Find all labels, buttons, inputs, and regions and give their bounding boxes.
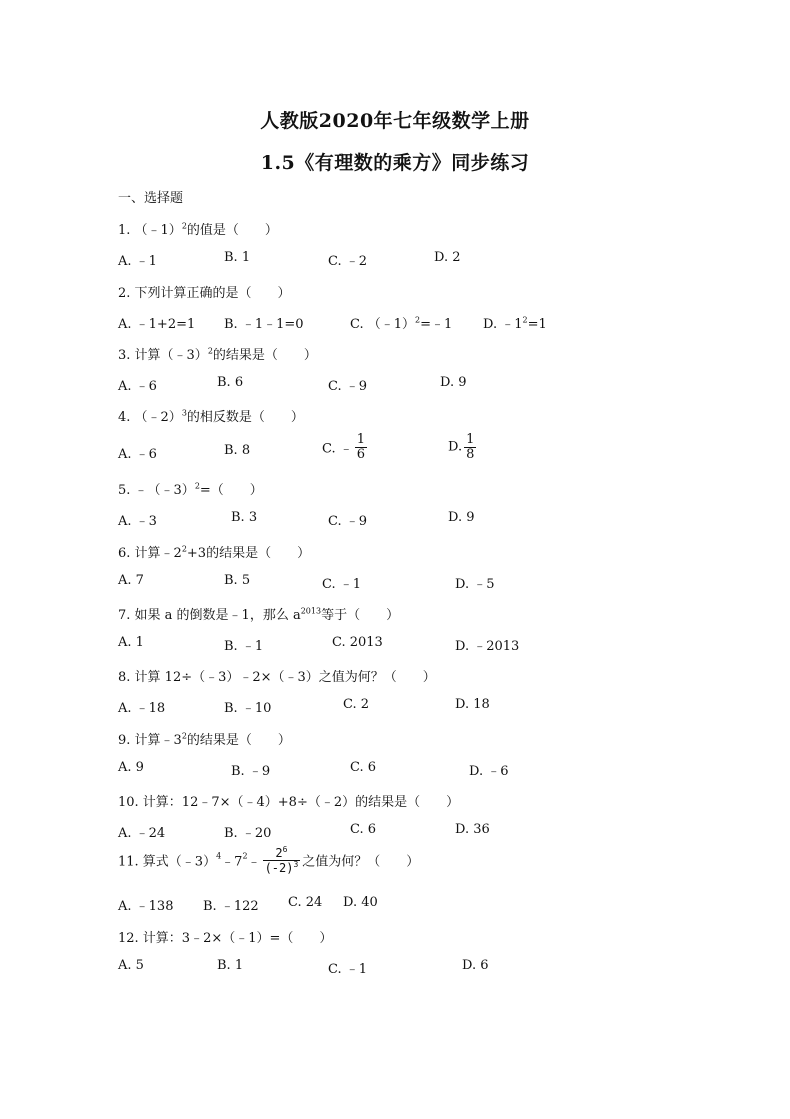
q6-option-c: C. ﹣1 [322, 577, 362, 592]
q11-option-a: A. ﹣138 [118, 899, 174, 914]
document-title: 人教版2020年七年级数学上册 [260, 110, 530, 132]
q3-option-a: A. ﹣6 [118, 379, 157, 394]
q10-option-c: C. 6 [350, 822, 377, 837]
q5-option-b: B. 3 [231, 510, 258, 525]
q7-text-b: 等于（ ） [321, 608, 400, 623]
question-11 [118, 846, 419, 874]
q9-exponent: 2 [181, 731, 187, 741]
q6-exponent: 2 [181, 544, 187, 554]
q6-text-b: +3的结果是（ ） [186, 546, 311, 561]
q11-option-b: B. ﹣122 [203, 899, 259, 914]
q11-text-c: ﹣ [247, 854, 261, 870]
q7-option-c: C. 2013 [332, 635, 383, 650]
q9-text-a: 9. 计算﹣3 [118, 733, 182, 748]
q4-d-denominator: 8 [466, 446, 475, 462]
q4-option-a: A. ﹣6 [118, 447, 157, 462]
q5-exponent: 2 [194, 481, 200, 491]
question-8: 8. 计算 12÷（﹣3）﹣2×（﹣3）之值为何？（ ） [118, 670, 436, 685]
q6-text-a: 6. 计算﹣2 [118, 546, 182, 561]
q3-text-b: 的结果是（ ） [212, 348, 317, 363]
q9-option-b: B. ﹣9 [231, 764, 271, 779]
q1-text-a: 1. （﹣1） [118, 223, 182, 238]
question-6 [118, 542, 310, 561]
q10-option-a: A. ﹣24 [118, 826, 166, 841]
q4-option-b: B. 8 [224, 443, 251, 458]
section-heading: 一、选择题 [118, 191, 184, 206]
q4-c-label: C. ﹣ [322, 441, 353, 457]
q4-option-c [322, 433, 369, 461]
q2-option-d [483, 313, 547, 332]
q12-option-b: B. 1 [217, 958, 244, 973]
question-4 [118, 406, 304, 425]
q11-numerator-base: 2 [275, 846, 283, 860]
q2-c-text-a: C. （﹣1） [350, 317, 416, 332]
q11-numerator-exponent: 6 [282, 845, 288, 854]
q7-option-b: B. ﹣1 [224, 639, 264, 654]
q3-option-c: C. ﹣9 [328, 379, 368, 394]
q11-denominator-base: (-2) [264, 860, 294, 875]
q2-d-exponent: 2 [522, 315, 528, 325]
question-10: 10. 计算：12﹣7×（﹣4）+8÷（﹣2）的结果是（ ） [118, 795, 460, 810]
q3-option-b: B. 6 [217, 375, 244, 390]
q5-option-c: C. ﹣9 [328, 514, 368, 529]
q4-exponent: 3 [181, 408, 187, 418]
question-5 [118, 479, 263, 498]
q11-text-a: 11. 算式（﹣3） [118, 854, 217, 870]
q10-option-d: D. 36 [455, 822, 490, 837]
q11-option-d: D. 40 [343, 895, 378, 910]
question-2: 2. 下列计算正确的是（ ） [118, 286, 291, 301]
q2-c-exponent: 2 [415, 315, 421, 325]
q11-numerator [263, 846, 301, 861]
question-3 [118, 344, 317, 363]
q11-denominator-exponent: 3 [293, 859, 299, 869]
q9-option-c: C. 6 [350, 760, 377, 775]
q11-text-b: ﹣7 [221, 854, 243, 870]
q10-option-b: B. ﹣20 [224, 826, 272, 841]
q1-exponent: 2 [181, 221, 187, 231]
q6-option-a: A. 7 [118, 573, 144, 588]
q12-option-c: C. ﹣1 [328, 962, 368, 977]
q2-option-a: A. ﹣1+2=1 [118, 317, 196, 332]
q9-option-d: D. ﹣6 [469, 764, 509, 779]
q2-d-text-a: D. ﹣1 [483, 317, 523, 332]
q2-d-text-b: =1 [527, 317, 547, 332]
q5-text-b: =（ ） [199, 483, 263, 498]
q3-option-d: D. 9 [440, 375, 467, 390]
q11-fraction [263, 846, 301, 874]
q1-option-c: C. ﹣2 [328, 254, 368, 269]
q11-exponent-a: 4 [216, 851, 222, 861]
q7-text-a: 7. 如果 a 的倒数是﹣1，那么 a [118, 608, 301, 623]
question-12: 12. 计算：3﹣2×（﹣1）=（ ） [118, 931, 333, 946]
q11-denominator [263, 861, 301, 875]
q4-d-label: D. [448, 439, 463, 455]
q12-option-d: D. 6 [462, 958, 489, 973]
q4-option-d [448, 433, 478, 461]
q8-option-d: D. 18 [455, 697, 490, 712]
question-1 [118, 219, 278, 238]
q1-text-b: 的值是（ ） [186, 223, 278, 238]
q11-text-d: 之值为何？（ ） [302, 854, 420, 870]
q4-text-b: 的相反数是（ ） [186, 410, 304, 425]
q4-text-a: 4. （﹣2） [118, 410, 182, 425]
q3-exponent: 2 [207, 346, 213, 356]
q4-d-fraction [464, 433, 476, 461]
q2-option-b: B. ﹣1﹣1=0 [224, 317, 304, 332]
q7-exponent: 2013 [300, 606, 322, 616]
q5-option-a: A. ﹣3 [118, 514, 157, 529]
q1-option-a: A. ﹣1 [118, 254, 157, 269]
q1-option-d: D. 2 [434, 250, 461, 265]
q4-d-numerator: 1 [466, 432, 475, 447]
q6-option-d: D. ﹣5 [455, 577, 495, 592]
q2-c-text-b: =﹣1 [420, 317, 453, 332]
q8-option-b: B. ﹣10 [224, 701, 272, 716]
q5-option-d: D. 9 [448, 510, 475, 525]
q7-option-a: A. 1 [118, 635, 144, 650]
question-9 [118, 729, 291, 748]
question-7 [118, 604, 399, 623]
q11-exponent-b: 2 [242, 851, 248, 861]
q9-text-b: 的结果是（ ） [186, 733, 291, 748]
document-subtitle: 1.5《有理数的乘方》同步练习 [260, 152, 530, 174]
q4-c-denominator: 6 [356, 446, 366, 462]
q5-text-a: 5. ﹣（﹣3） [118, 483, 195, 498]
q12-option-a: A. 5 [118, 958, 144, 973]
q8-option-c: C. 2 [343, 697, 370, 712]
q9-option-a: A. 9 [118, 760, 144, 775]
q1-option-b: B. 1 [224, 250, 251, 265]
q8-option-a: A. ﹣18 [118, 701, 166, 716]
q11-option-c: C. 24 [288, 895, 323, 910]
q4-c-fraction [355, 433, 367, 461]
q3-text-a: 3. 计算（﹣3） [118, 348, 208, 363]
q7-option-d: D. ﹣2013 [455, 639, 520, 654]
q4-c-numerator: 1 [356, 432, 366, 447]
q6-option-b: B. 5 [224, 573, 251, 588]
q2-option-c [350, 313, 452, 332]
